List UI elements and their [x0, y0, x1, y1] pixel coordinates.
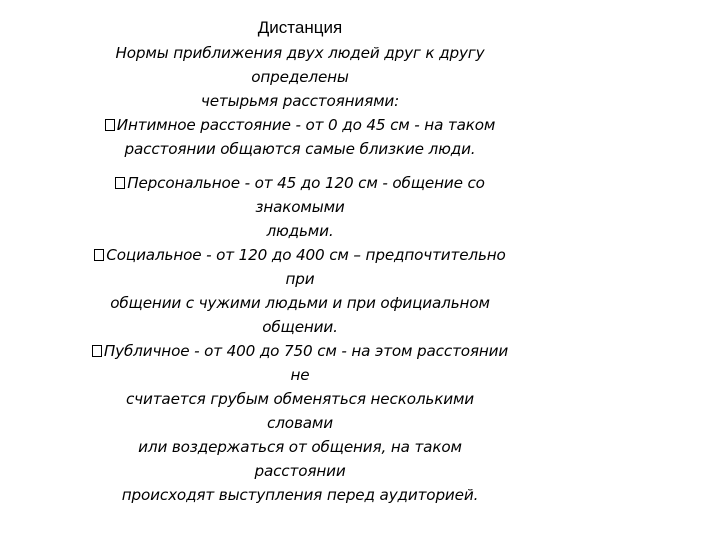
list-item-intimate [50, 113, 550, 137]
list-item-text: происходят выступления перед аудиторией. [121, 486, 479, 504]
list-item-text: считается грубым обменяться несколькими [125, 390, 474, 408]
intro-line: определены [251, 68, 349, 86]
list-item-text: не [290, 366, 310, 384]
list-item-text: расстоянии [254, 462, 346, 480]
slide-title: Дистанция [257, 18, 343, 37]
checkbox-bullet-icon [94, 249, 104, 261]
list-item-text: расстоянии общаются самые близкие люди. [124, 140, 476, 158]
list-item-public [50, 339, 550, 363]
list-item-text: Социальное - от 120 до 400 см – предпочтительно [106, 246, 506, 264]
checkbox-bullet-icon [115, 177, 125, 189]
list-item-text: Публичное - от 400 до 750 см - на этом расстоянии [103, 342, 509, 360]
spacer [50, 161, 550, 171]
intro-line: четырьмя расстояниями: [200, 92, 400, 110]
checkbox-bullet-icon [92, 345, 102, 357]
list-item-social [50, 243, 550, 267]
list-item-text: словами [267, 414, 333, 432]
list-item-text: общении с чужими людьми и при официальном [110, 294, 490, 312]
checkbox-bullet-icon [105, 119, 115, 131]
list-item-text: Персональное - от 45 до 120 см - общение со [127, 174, 485, 192]
list-item-text: Интимное расстояние - от 0 до 45 см - на таком [116, 116, 496, 134]
list-item-personal [50, 171, 550, 195]
list-item-text: или воздержаться от общения, на таком [138, 438, 462, 456]
slide-body [50, 41, 550, 507]
list-item-text: людьми. [266, 222, 334, 240]
list-item-text: знакомыми [255, 198, 345, 216]
intro-line: Нормы приближения двух людей друг к другу [115, 44, 485, 62]
list-item-text: общении. [262, 318, 338, 336]
list-item-text: при [285, 270, 315, 288]
